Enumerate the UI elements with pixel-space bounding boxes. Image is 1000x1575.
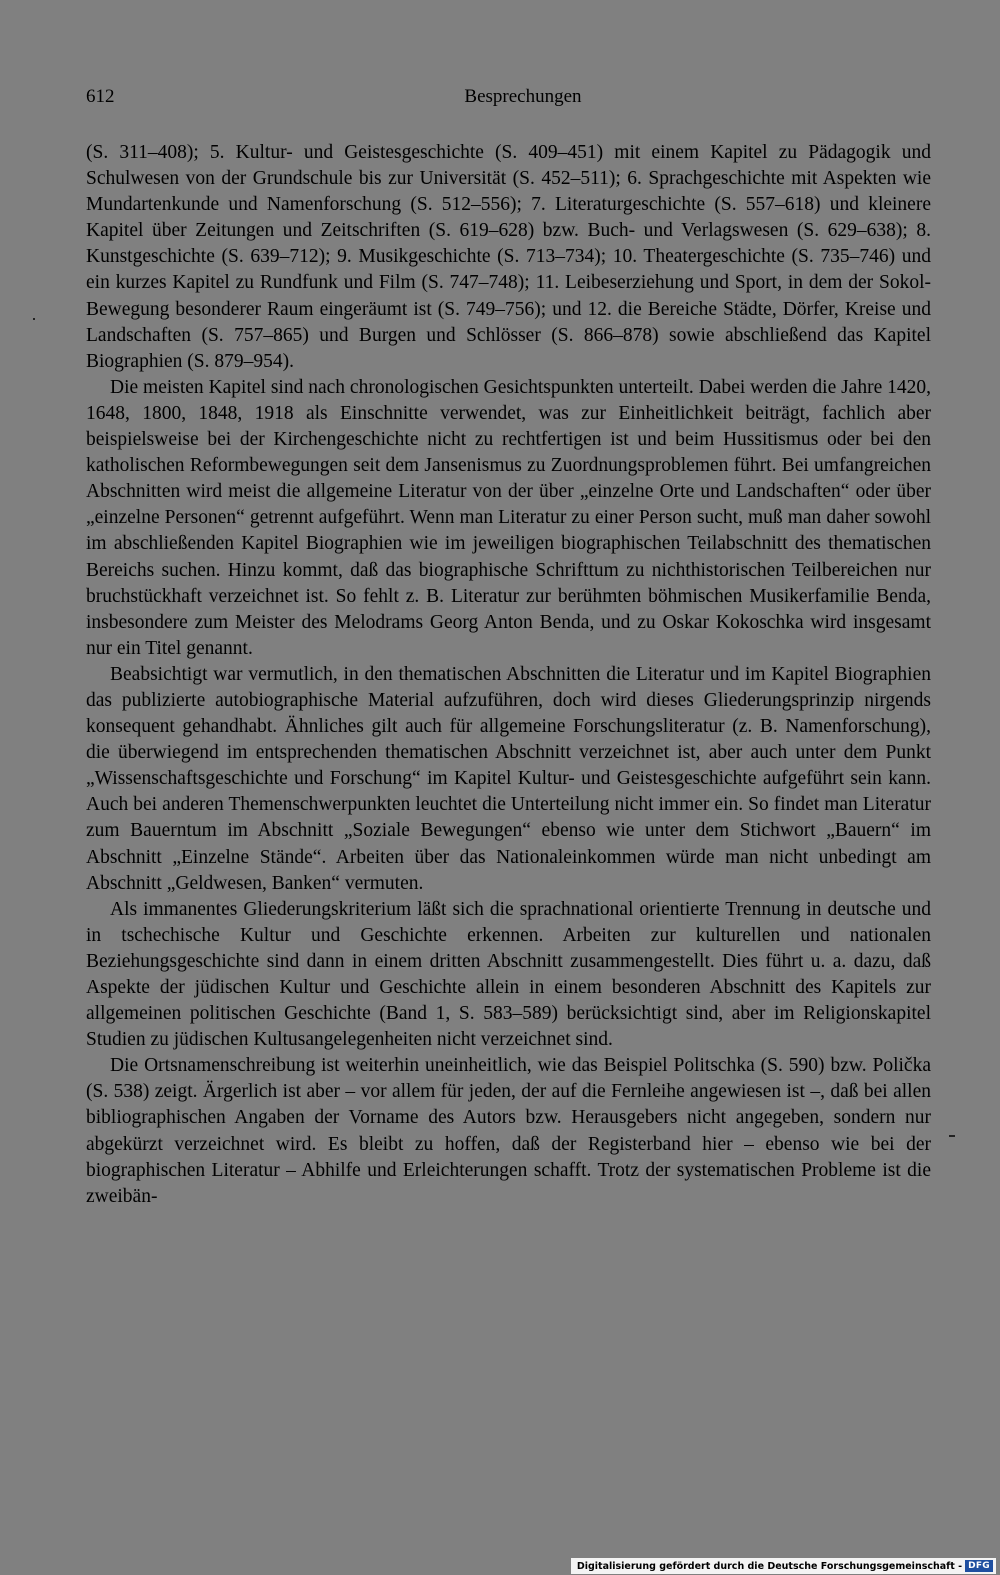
paragraph: Die meisten Kapitel sind nach chronologischen Gesichtspunkten unterteilt. Dabei werden die Jahre 1420, 1648, 1800, 1848, 1918 als Einschnitte verwendet, was zur Einheitlichkeit beiträgt, fachlich aber beispielsweise bei der Kirchengeschichte nicht zu rechtfertigen ist und beim Hussitismus oder bei den katholischen Reformbewegungen seit dem Jansenismus zu Zuordnungsproblemen führt. Bei umfangreichen Abschnitten wird meist die allgemeine Literatur von der über „einzelne Orte und Landschaften“ oder über „einzelne Personen“ getrennt aufgeführt. Wenn man Literatur zu einer Person sucht, muß man daher sowohl im abschließenden Kapitel Biographien wie im jeweiligen biographischen Teilabschnitt des thematischen Bereichs suchen. Hinzu kommt, daß das biographische Schrifttum zu nichthistorischen Teilbereichen nur bruchstückhaft verzeichnet ist. So fehlt z. B. Literatur zur berühmten böhmischen Musikerfamilie Benda, insbesondere zum Meister des Melodrams Georg Anton Benda, und zu Oskar Kokoschka wird insgesamt nur ein Titel genannt.: [86, 376, 931, 659]
dfg-logo: DFG: [965, 1560, 993, 1572]
footer-text: Digitalisierung gefördert durch die Deutsche Forschungsgemeinschaft -: [576, 1560, 963, 1572]
paragraph: Als immanentes Gliederungskriterium läßt sich die sprachnational orientierte Trennung in deutsche und in tschechische Kultur und Geschichte erkennen. Arbeiten zur kulturellen und nationalen Beziehungsgeschichte sind dann in einem dritten Abschnitt zusammengestellt. Dies führt u. a. dazu, daß Aspekte der jüdischen Kultur und Geschichte allein in einem besonderen Abschnitt des Kapitels zur allgemeinen politischen Geschichte (Band 1, S. 583–589) berücksichtigt sind, aber im Religionskapitel Studien zu jüdischen Kultusangelegenheiten nicht verzeichnet sind.: [86, 898, 931, 1051]
paragraph: Die Ortsnamenschreibung ist weiterhin uneinheitlich, wie das Beispiel Politschka (S. 590) bzw. Polička (S. 538) zeigt. Ärgerlich ist aber – vor allem für jeden, der auf die Fernleihe angewiesen ist –, daß bei allen bibliographischen Angaben der Vorname des Autors bzw. Herausgebers nicht angegeben, sondern nur abgekürzt verzeichnet wird. Es bleibt zu hoffen, daß der Registerband hier – ebenso wie bei der biographischen Literatur – Abhilfe und Erleichterungen schafft. Trotz der systematischen Probleme ist die zweibän-: [86, 1055, 931, 1207]
page-body: [86, 140, 931, 1210]
running-header: [86, 86, 930, 116]
scan-speck: [949, 1135, 955, 1137]
paragraph: (S. 311–408); 5. Kultur- und Geistesgeschichte (S. 409–451) mit einem Kapitel zu Pädagogik und Schulwesen von der Grundschule bis zur Universität (S. 452–511); 6. Sprachgeschichte mit Aspekten wie Mundartenkunde und Namenforschung (S. 512–556); 7. Literaturgeschichte (S. 557–618) und kleinere Kapitel über Zeitungen und Zeitschriften (S. 619–628) bzw. Buch- und Verlagswesen (S. 629–638); 8. Kunstgeschichte (S. 639–712); 9. Musikgeschichte (S. 713–734); 10. Theatergeschichte (S. 735–746) und ein kurzes Kapitel zu Rundfunk und Film (S. 747–748); 11. Leibeserziehung und Sport, in dem der Sokol-Bewegung besonderer Raum eingeräumt ist (S. 749–756); und 12. die Bereiche Städte, Dörfer, Kreise und Landschaften (S. 757–865) und Burgen und Schlösser (S. 866–878) sowie abschließend das Kapitel Biographien (S. 879–954).: [86, 142, 931, 372]
page-number: 612: [86, 86, 115, 107]
paragraph: Beabsichtigt war vermutlich, in den thematischen Abschnitten die Literatur und im Kapitel Biographien das publizierte autobiographische Material aufzuführen, doch wird dieses Gliederungsprinzip nirgends konsequent gehandhabt. Ähnliches gilt auch für allgemeine Forschungsliteratur (z. B. Namenforschung), die überwiegend im entsprechenden thematischen Abschnitt verzeichnet ist, aber auch unter dem Punkt „Wissenschaftsgeschichte und Forschung“ im Kapitel Kultur- und Geistesgeschichte aufgeführt sein kann. Auch bei anderen Themenschwerpunkten leuchtet die Unterteilung nicht immer ein. So findet man Literatur zum Bauerntum im Abschnitt „Soziale Bewegungen“ ebenso wie unter dem Stichwort „Bauern“ im Abschnitt „Einzelne Stände“. Arbeiten über das Nationaleinkommen würde man nicht unbedingt am Abschnitt „Geldwesen, Banken“ vermuten.: [86, 663, 931, 894]
scan-speck: [33, 318, 35, 320]
running-title: Besprechungen: [464, 86, 582, 107]
digitization-footer: [571, 1558, 996, 1574]
